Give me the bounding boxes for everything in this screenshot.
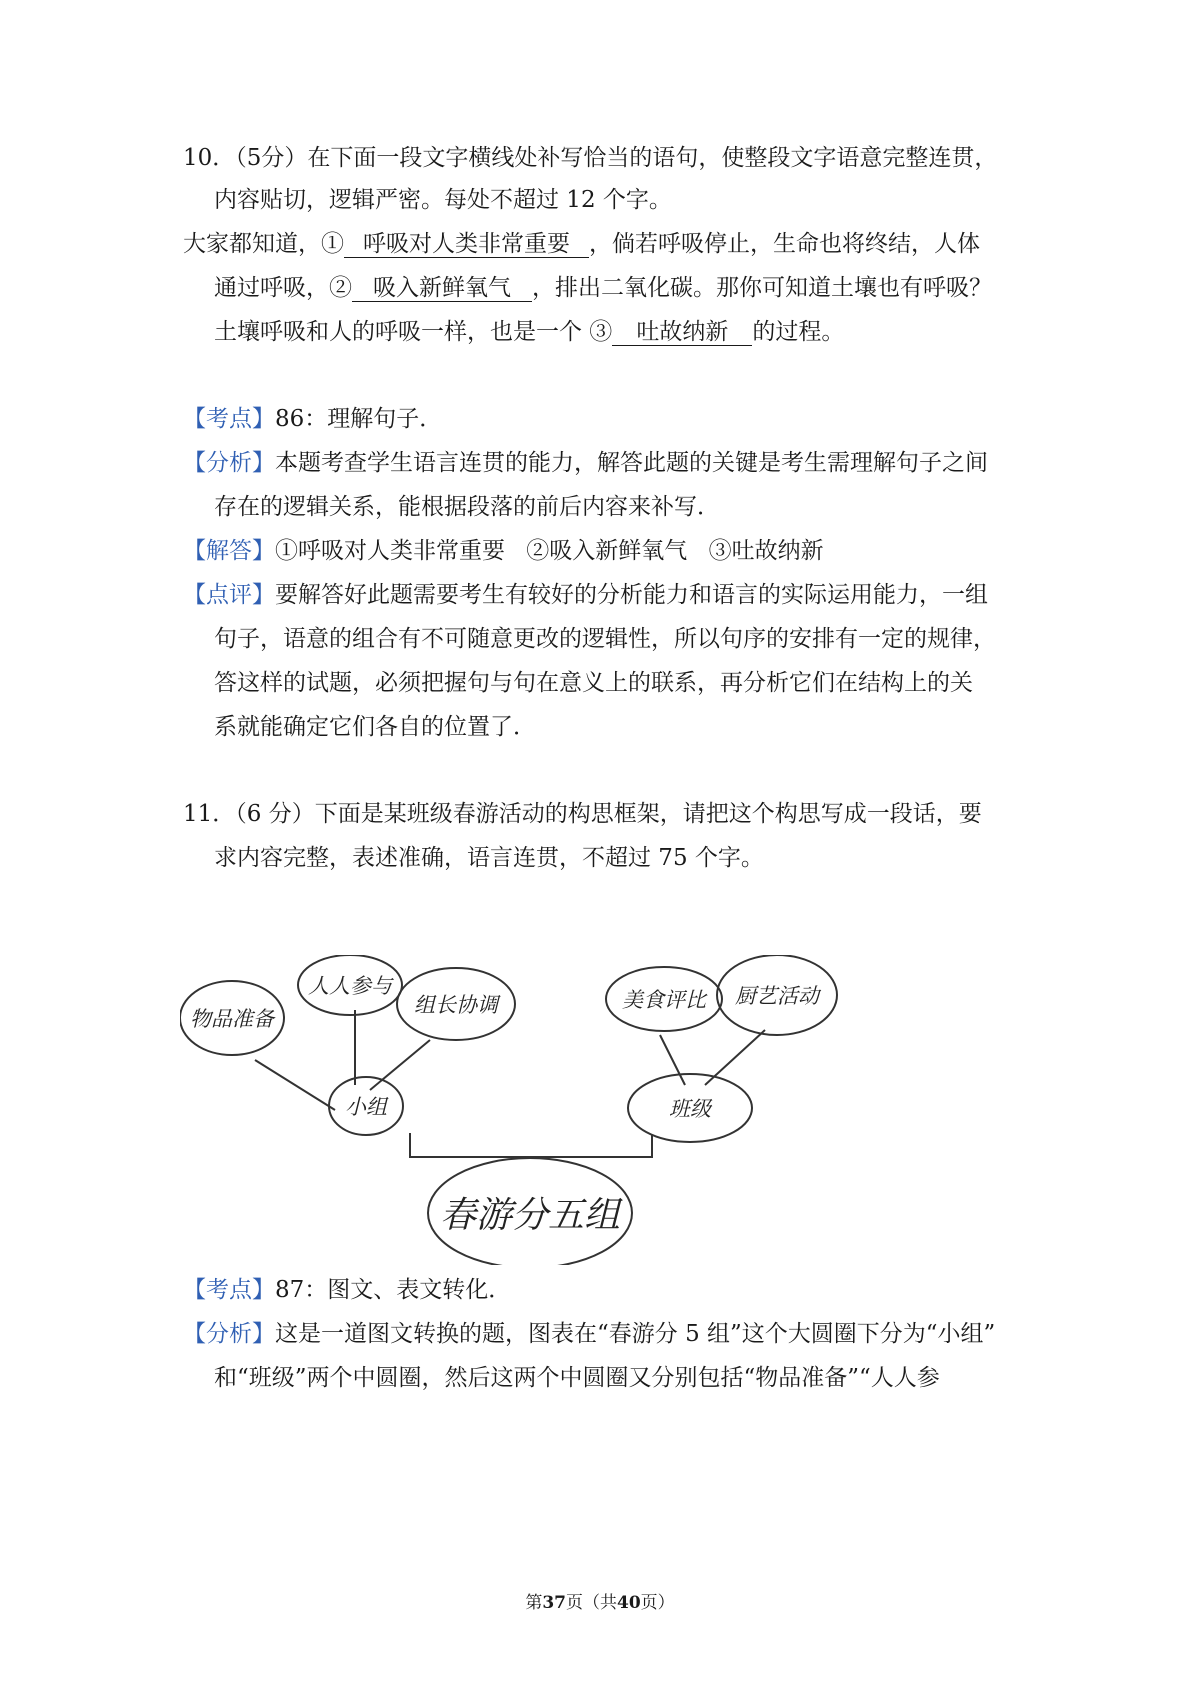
q10-para-text: 土壤呼吸和人的呼吸一样，也是一个 ③ [214,319,613,345]
jieda-tag: 【解答】 [183,538,275,564]
q10-para-text: 的过程。 [752,319,845,345]
fenxi-tag: 【分析】 [183,1321,275,1347]
kaodian-text: 86：理解句子． [275,406,443,432]
connector-line [255,1060,335,1110]
fenxi-tag: 【分析】 [183,450,275,476]
bracket-connector [410,1133,652,1157]
q11-stem-line1: 11．（6 分）下面是某班级春游活动的构思框架，请把这个构思写成一段话，要 [183,801,982,827]
kaodian-tag: 【考点】 [183,1277,275,1303]
fenxi-text: 这是一道图文转换的题，图表在“春游分 5 组”这个大圆圈下分为“小组” [275,1321,996,1347]
jieda-text: ①呼吸对人类非常重要 ②吸入新鲜氧气 ③吐故纳新 [275,538,824,564]
page-footer [0,1591,1200,1615]
q10-paragraph-line2 [214,273,1200,303]
q10-dianping-line3: 答这样的试题，必须把握句与句在意义上的联系，再分析它们在结构上的关 [214,670,973,696]
footer-suffix: 页） [640,1593,675,1613]
q10-stem-line2: 内容贴切，逻辑严密。每处不超过 12 个字。 [214,187,672,213]
q10-fenxi-line2: 存在的逻辑关系，能根据段落的前后内容来补写． [214,494,720,520]
leaf-label: 物品准备 [190,1007,274,1031]
hub-label: 班级 [669,1097,711,1121]
q10-jieda [183,536,1200,566]
footer-page-number: 37 [542,1593,566,1613]
q10-paragraph-line3 [214,317,1200,347]
q10-dianping-line2: 句子，语意的组合有不可随意更改的逻辑性，所以句序的安排有一定的规律， [214,626,996,652]
q10-fenxi-line1 [183,448,1200,478]
q10-para-text: ，倘若呼吸停止，生命也将终结，人体 [589,231,980,257]
footer-prefix: 第 [525,1593,543,1613]
q10-dianping-line4: 系就能确定它们各自的位置了． [214,714,536,740]
footer-middle: 页（共 [566,1593,617,1613]
spring-outing-mind-map [180,955,880,1269]
q11-stem-line2: 求内容完整，表述准确，语言连贯，不超过 75 个字。 [214,845,764,871]
q10-para-text: ，排出二氧化碳。那你可知道土壤也有呼吸？ [532,275,992,301]
q11-fenxi-line2: 和“班级”两个中圆圈，然后这两个中圆圈又分别包括“物品准备”“人人参 [214,1365,940,1391]
leaf-label: 人人参与 [308,974,392,998]
connector-line [370,1040,430,1090]
q10-para-text: 通过呼吸，② [214,275,352,301]
dianping-tag: 【点评】 [183,582,275,608]
root-label: 春游分五组 [439,1195,621,1236]
q10-para-text: 大家都知道，① [183,231,344,257]
leaf-label: 厨艺活动 [735,984,819,1008]
q11-kaodian [183,1275,1200,1305]
hub-label: 小组 [345,1095,387,1119]
kaodian-tag: 【考点】 [183,406,275,432]
q10-stem-line1: 10．（5分）在下面一段文字横线处补写恰当的语句，使整段文字语意完整连贯， [183,145,998,171]
leaf-label: 美食评比 [622,988,706,1012]
leaf-label: 组长协调 [414,993,498,1017]
q10-dianping-line1 [183,580,1200,610]
fenxi-text: 本题考查学生语言连贯的能力，解答此题的关键是考生需理解句子之间 [275,450,988,476]
q10-paragraph-line1 [183,229,1200,259]
dianping-text: 要解答好此题需要考生有较好的分析能力和语言的实际运用能力，一组 [275,582,988,608]
q10-blank-3: 吐故纳新 [612,319,752,346]
q11-fenxi-line1 [183,1319,1200,1349]
footer-total-pages: 40 [617,1593,641,1613]
q10-kaodian [183,404,1200,434]
kaodian-text: 87：图文、表文转化． [275,1277,512,1303]
q10-blank-2: 吸入新鲜氧气 [352,275,532,302]
q10-blank-1: 呼吸对人类非常重要 [344,231,589,258]
